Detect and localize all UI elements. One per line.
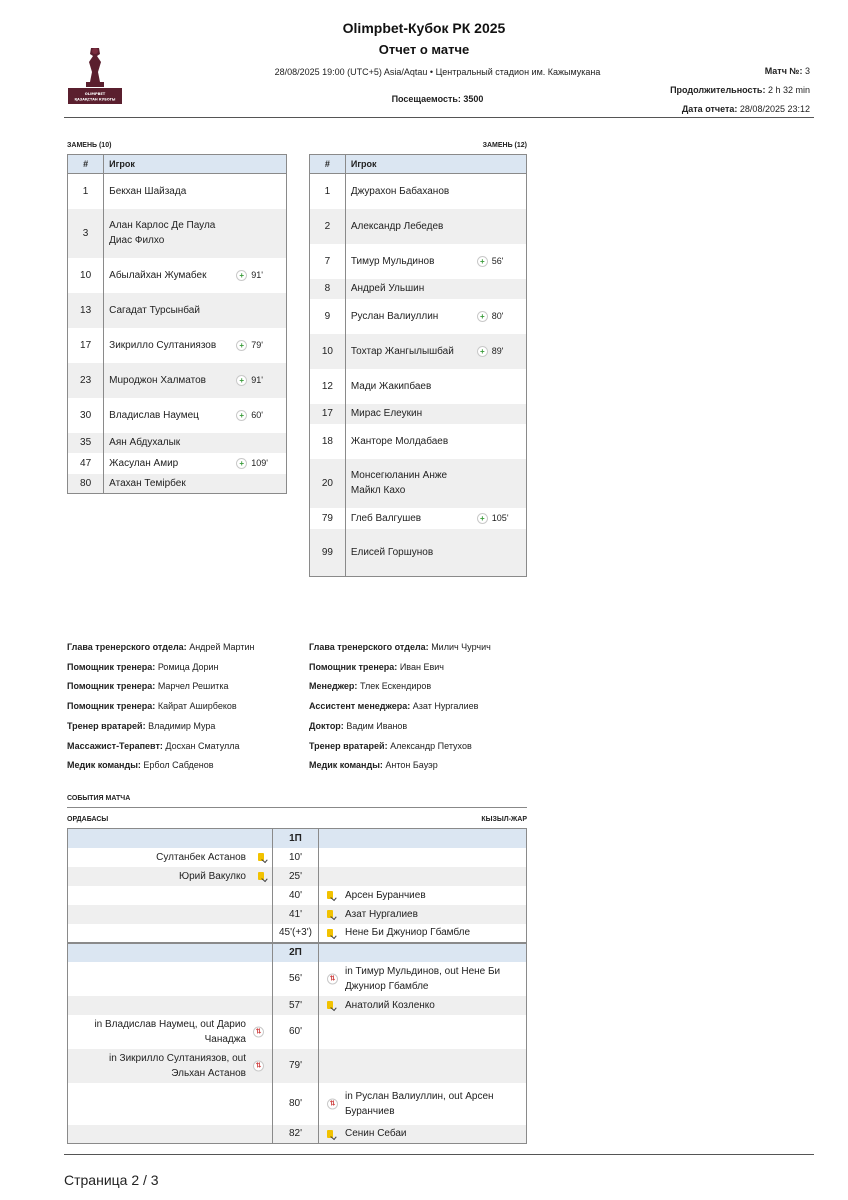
event-minute: 10' bbox=[273, 848, 319, 867]
sub-minute: 56' bbox=[491, 255, 504, 266]
report-date: 28/08/2025 23:12 bbox=[739, 104, 810, 114]
col-player: Игрок bbox=[104, 155, 287, 174]
event-minute: 57' bbox=[273, 996, 319, 1015]
subs-right-caption: ЗАМЕНЬ (12) bbox=[482, 142, 527, 149]
player-num: 13 bbox=[68, 293, 104, 328]
staff-item: Ассистент менеджера: Азат Нургалиев bbox=[309, 701, 479, 712]
duration: 2 h 32 min bbox=[767, 85, 810, 95]
yellow-card-icon bbox=[327, 1001, 333, 1009]
event-row bbox=[68, 886, 527, 905]
player-name: Атахан Темірбек bbox=[104, 474, 232, 494]
event-home-text: Султанбек Астанов bbox=[156, 851, 246, 863]
table-row bbox=[310, 244, 527, 279]
event-minute: 82' bbox=[273, 1125, 319, 1144]
events-divider bbox=[67, 807, 527, 808]
report-title: Olimpbet-Кубок РК 2025 bbox=[342, 20, 506, 36]
table-row bbox=[68, 363, 287, 398]
player-name: Мирас Елеукин bbox=[345, 404, 471, 424]
subs-right-table bbox=[309, 154, 527, 577]
staff-item: Медик команды: Ербол Сабденов bbox=[67, 760, 214, 771]
player-name: Жанторе Молдабаев bbox=[350, 435, 449, 447]
sub-minute: 60' bbox=[251, 409, 263, 420]
col-num: # bbox=[310, 155, 346, 174]
event-minute: 25' bbox=[273, 867, 319, 886]
event-minute: 41' bbox=[273, 905, 319, 924]
table-row bbox=[68, 258, 287, 293]
player-name: Тохтар Жангылышбай bbox=[345, 334, 471, 369]
subs-left-caption: ЗАМЕНЬ (10) bbox=[67, 142, 112, 149]
event-row bbox=[68, 924, 527, 943]
player-num: 10 bbox=[310, 334, 346, 369]
player-name: Глеб Валгушев bbox=[350, 512, 422, 524]
event-row bbox=[68, 848, 527, 867]
staff-item: Массажист-Терапевт: Досхан Сматулла bbox=[67, 740, 240, 751]
player-num: 8 bbox=[310, 279, 346, 299]
sub-in-icon: + bbox=[477, 513, 488, 524]
table-row bbox=[68, 174, 287, 209]
sub-minute: 79' bbox=[251, 339, 263, 350]
event-row bbox=[68, 1015, 527, 1049]
player-name: Мади Жакипбаев bbox=[350, 380, 432, 392]
match-no-label: Матч №: bbox=[764, 66, 803, 76]
player-num: 30 bbox=[68, 398, 104, 433]
col-num: # bbox=[68, 155, 104, 174]
event-row bbox=[68, 1125, 527, 1144]
table-row bbox=[68, 293, 287, 328]
subs-left-table bbox=[67, 154, 287, 494]
event-minute: 79' bbox=[273, 1049, 319, 1083]
event-minute: 60' bbox=[273, 1015, 319, 1049]
event-home-text: in Владислав Наумец, out Дарио Чанаджа bbox=[94, 1018, 246, 1045]
yellow-card-icon bbox=[258, 853, 264, 861]
table-row bbox=[310, 424, 527, 459]
staff-item: Доктор: Вадим Иванов bbox=[309, 720, 408, 731]
col-player: Игрок bbox=[345, 155, 526, 174]
event-away-text: Нене Би Джуниор Гбамбле bbox=[345, 927, 471, 938]
sub-in-icon: + bbox=[477, 346, 488, 357]
match-meta bbox=[670, 62, 810, 119]
table-row bbox=[68, 433, 287, 453]
table-row bbox=[68, 474, 287, 494]
yellow-card-icon bbox=[327, 1130, 333, 1138]
staff-item: Тренер вратарей: Владимир Мура bbox=[67, 720, 216, 731]
sub-in-icon: + bbox=[236, 340, 247, 351]
attendance: Посещаемость: 3500 bbox=[391, 94, 484, 104]
player-name: Абылайхан Жумабек bbox=[109, 269, 207, 281]
substitution-icon: ⇅ bbox=[327, 973, 338, 984]
player-num: 9 bbox=[310, 299, 346, 334]
events-table bbox=[67, 828, 527, 1144]
away-team-name: КЫЗЫЛ-ЖАР bbox=[481, 816, 527, 823]
event-minute: 80' bbox=[273, 1083, 319, 1125]
home-team-name: ОРДАБАСЫ bbox=[67, 816, 109, 823]
table-row bbox=[310, 209, 527, 244]
report-subtitle: Отчет о матче bbox=[378, 42, 470, 57]
player-name: Бекхан Шайзада bbox=[109, 185, 187, 197]
staff-item: Глава тренерского отдела: Андрей Мартин bbox=[67, 642, 255, 652]
sub-minute: 91' bbox=[251, 269, 263, 280]
table-row bbox=[310, 404, 527, 424]
table-row bbox=[68, 328, 287, 363]
player-name: Руслан Валиуллин bbox=[350, 310, 439, 322]
player-name: Зикрилло Султаниязов bbox=[109, 339, 217, 351]
staff-item: Менеджер: Тлек Ескендиров bbox=[309, 681, 432, 692]
staff-item: Глава тренерского отдела: Милич Чурчич bbox=[309, 642, 491, 652]
sub-in-icon: + bbox=[236, 410, 247, 421]
staff-left bbox=[67, 638, 254, 776]
player-num: 12 bbox=[310, 369, 346, 404]
yellow-card-icon bbox=[258, 872, 264, 880]
player-name: Андрей Ульшин bbox=[345, 279, 471, 299]
event-away-text: Анатолий Козленко bbox=[345, 999, 435, 1011]
event-row bbox=[68, 905, 527, 924]
table-row bbox=[310, 529, 527, 577]
player-num: 80 bbox=[68, 474, 104, 494]
player-num: 20 bbox=[310, 459, 346, 508]
match-datetime-venue: 28/08/2025 19:00 (UTC+5) Asia/Aqtau • Центральный стадион им. Кажымукана bbox=[274, 67, 601, 77]
player-num: 23 bbox=[68, 363, 104, 398]
footer-divider bbox=[64, 1154, 814, 1155]
table-row bbox=[310, 369, 527, 404]
substitution-icon: ⇅ bbox=[327, 1098, 338, 1109]
event-minute: 45'(+3') bbox=[273, 924, 319, 943]
table-row bbox=[68, 453, 287, 474]
sub-minute: 89' bbox=[491, 345, 504, 356]
table-row bbox=[310, 279, 527, 299]
svg-text:OLIMPBET: OLIMPBET bbox=[84, 92, 106, 96]
event-away-text: Сенин Себаи bbox=[345, 1128, 407, 1140]
sub-in-icon: + bbox=[236, 270, 247, 281]
player-name: Джурахон Бабаханов bbox=[350, 185, 450, 197]
player-name: Елисей Горшунов bbox=[345, 529, 471, 577]
period-label: 2П bbox=[273, 943, 319, 962]
event-away-text: Арсен Буранчиев bbox=[345, 889, 426, 901]
table-row bbox=[310, 334, 527, 369]
event-row bbox=[68, 867, 527, 886]
table-row bbox=[310, 299, 527, 334]
yellow-card-icon bbox=[327, 910, 333, 918]
event-home-text: Юрий Вакулко bbox=[179, 870, 246, 882]
player-name: Тимур Мульдинов bbox=[350, 255, 435, 267]
player-num: 7 bbox=[310, 244, 346, 279]
sub-minute: 80' bbox=[491, 310, 504, 321]
player-name: Алан Карлос Де Паула Диас Филхо bbox=[104, 209, 232, 258]
player-num: 10 bbox=[68, 258, 104, 293]
player-name: Аян Абдухалык bbox=[104, 433, 232, 453]
event-row bbox=[68, 962, 527, 996]
event-row bbox=[68, 1083, 527, 1125]
table-row bbox=[310, 174, 527, 209]
table-row bbox=[68, 398, 287, 433]
period-row bbox=[68, 943, 527, 962]
period-row bbox=[68, 829, 527, 848]
event-row bbox=[68, 996, 527, 1015]
sub-in-icon: + bbox=[236, 375, 247, 386]
match-no: 3 bbox=[804, 66, 810, 76]
page-number: Страница 2 / 3 bbox=[64, 1172, 159, 1188]
sub-in-icon: + bbox=[477, 311, 488, 322]
substitution-icon: ⇅ bbox=[253, 1060, 264, 1071]
player-num: 2 bbox=[310, 209, 346, 244]
player-num: 1 bbox=[310, 174, 346, 209]
event-minute: 56' bbox=[273, 962, 319, 996]
player-name: Мuроджон Халматов bbox=[104, 363, 232, 398]
sub-minute: 105' bbox=[491, 512, 509, 523]
staff-item: Тренер вратарей: Александр Петухов bbox=[309, 740, 472, 751]
player-num: 18 bbox=[310, 424, 346, 459]
table-row bbox=[68, 209, 287, 258]
staff-item: Медик команды: Антон Бауэр bbox=[309, 760, 438, 771]
player-name: Монсегюланин Анже Майкл Кахо bbox=[345, 459, 471, 508]
staff-item: Помощник тренера: Марчел Решитка bbox=[67, 681, 229, 692]
player-name: Александр Лебедев bbox=[345, 209, 471, 244]
event-away-text: in Руслан Валиуллин, out Арсен Буранчиев bbox=[345, 1090, 494, 1117]
player-num: 99 bbox=[310, 529, 346, 577]
report-date-label: Дата отчета: bbox=[681, 104, 738, 114]
player-num: 17 bbox=[68, 328, 104, 363]
events-caption: СОБЫТИЯ МАТЧА bbox=[67, 795, 131, 802]
staff-item: Помощник тренера: Ромица Дорин bbox=[67, 661, 219, 672]
header-divider bbox=[64, 117, 814, 118]
player-num: 1 bbox=[68, 174, 104, 209]
player-num: 35 bbox=[68, 433, 104, 453]
staff-item: Помощник тренера: Иван Евич bbox=[309, 661, 444, 672]
event-away-text: in Тимур Мульдинов, out Нене Би Джуниор Гбамбле bbox=[345, 965, 501, 992]
sub-minute: 109' bbox=[251, 457, 268, 468]
table-row bbox=[310, 459, 527, 508]
staff-right bbox=[309, 638, 491, 776]
cup-logo-icon bbox=[64, 42, 126, 106]
sub-in-icon: + bbox=[477, 256, 488, 267]
sub-in-icon: + bbox=[236, 458, 247, 469]
staff-item: Помощник тренера: Кайрат Аширбеков bbox=[67, 701, 237, 712]
period-label: 1П bbox=[273, 829, 319, 848]
player-num: 17 bbox=[310, 404, 346, 424]
player-name: Владислав Наумец bbox=[109, 409, 199, 421]
sub-minute: 91' bbox=[251, 374, 263, 385]
player-name: Сагадат Турсынбай bbox=[104, 293, 232, 328]
event-home-text: in Зикрилло Султаниязов, out Эльхан Астанов bbox=[108, 1052, 246, 1079]
event-minute: 40' bbox=[273, 886, 319, 905]
player-num: 47 bbox=[68, 453, 104, 474]
svg-text:ҚАЗАҚСТАН КУБОГЫ: ҚАЗАҚСТАН КУБОГЫ bbox=[74, 97, 116, 102]
duration-label: Продолжительность: bbox=[670, 85, 766, 95]
player-num: 3 bbox=[68, 209, 104, 258]
player-name: Жасулан Амир bbox=[109, 457, 179, 469]
player-num: 79 bbox=[310, 508, 346, 529]
event-away-text: Азат Нургалиев bbox=[345, 908, 418, 920]
yellow-card-icon bbox=[327, 929, 333, 937]
substitution-icon: ⇅ bbox=[253, 1026, 264, 1037]
table-row bbox=[310, 508, 527, 529]
event-row bbox=[68, 1049, 527, 1083]
yellow-card-icon bbox=[327, 891, 333, 899]
